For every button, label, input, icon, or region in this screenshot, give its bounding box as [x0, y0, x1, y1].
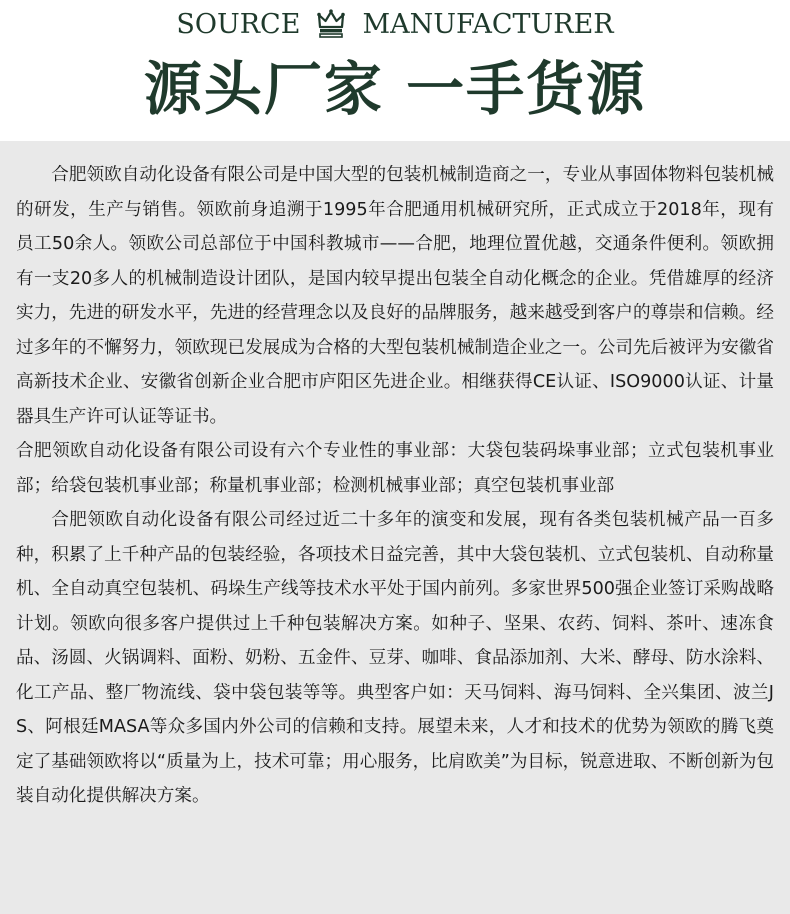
page-title: 源头厂家 一手货源	[143, 55, 647, 123]
subtitle-source: SOURCE	[176, 8, 301, 40]
subtitle-row	[0, 6, 790, 42]
intro-paragraph-1: 合肥领欧自动化设备有限公司是中国大型的包装机械制造商之一，专业从事固体物料包装机械的研发，生产与销售。领欧前身追溯于1995年合肥通用机械研究所，正式成立于2018年，现有员工50余人。领欧公司总部位于中国科教城市——合肥，地理位置优越，交通条件便利。领欧拥有一支20多人的机械制造设计团队，是国内较早提出包装全自动化概念的企业。凭借雄厚的经济实力，先进的研发水平，先进的经营理念以及良好的品牌服务，越来越受到客户的尊崇和信赖。经过多年的不懈努力，领欧现已发展成为合格的大型包装机械制造企业之一。公司先后被评为安徽省高新技术企业、安徽省创新企业合肥市庐阳区先进企业。相继获得CE认证、ISO9000认证、计量器具生产许可认证等证书。	[16, 165, 774, 427]
subtitle-manufacturer: MANUFACTURER	[362, 8, 614, 40]
intro-text	[16, 158, 774, 814]
header-banner	[0, 0, 790, 140]
crown-icon	[316, 8, 346, 40]
intro-paragraph-2: 合肥领欧自动化设备有限公司设有六个专业性的事业部：大袋包装码垛事业部；立式包装机事业部；给袋包装机事业部；称量机事业部；检测机械事业部；真空包装机事业部	[16, 441, 774, 496]
intro-paragraph-3: 合肥领欧自动化设备有限公司经过近二十多年的演变和发展，现有各类包装机械产品一百多种，积累了上千种产品的包装经验，各项技术日益完善，其中大袋包装机、立式包装机、自动称量机、全自动真空包装机、码垛生产线等技术水平处于国内前列。多家世界500强企业签订采购战略计划。领欧向很多客户提供过上千种包装解决方案。如种子、坚果、农药、饲料、茶叶、速冻食品、汤圆、火锅调料、面粉、奶粉、五金件、豆芽、咖啡、食品添加剂、大米、酵母、防水涂料、化工产品、整厂物流线、袋中袋包装等等。典型客户如：天马饲料、海马饲料、全兴集团、波兰JS、阿根廷MASA等众多国内外公司的信赖和支持。展望未来，人才和技术的优势为领欧的腾飞奠定了基础领欧将以“质量为上，技术可靠；用心服务，比肩欧美”为目标，锐意进取、不断创新为包装自动化提供解决方案。	[16, 510, 774, 806]
company-intro-panel	[0, 141, 790, 914]
